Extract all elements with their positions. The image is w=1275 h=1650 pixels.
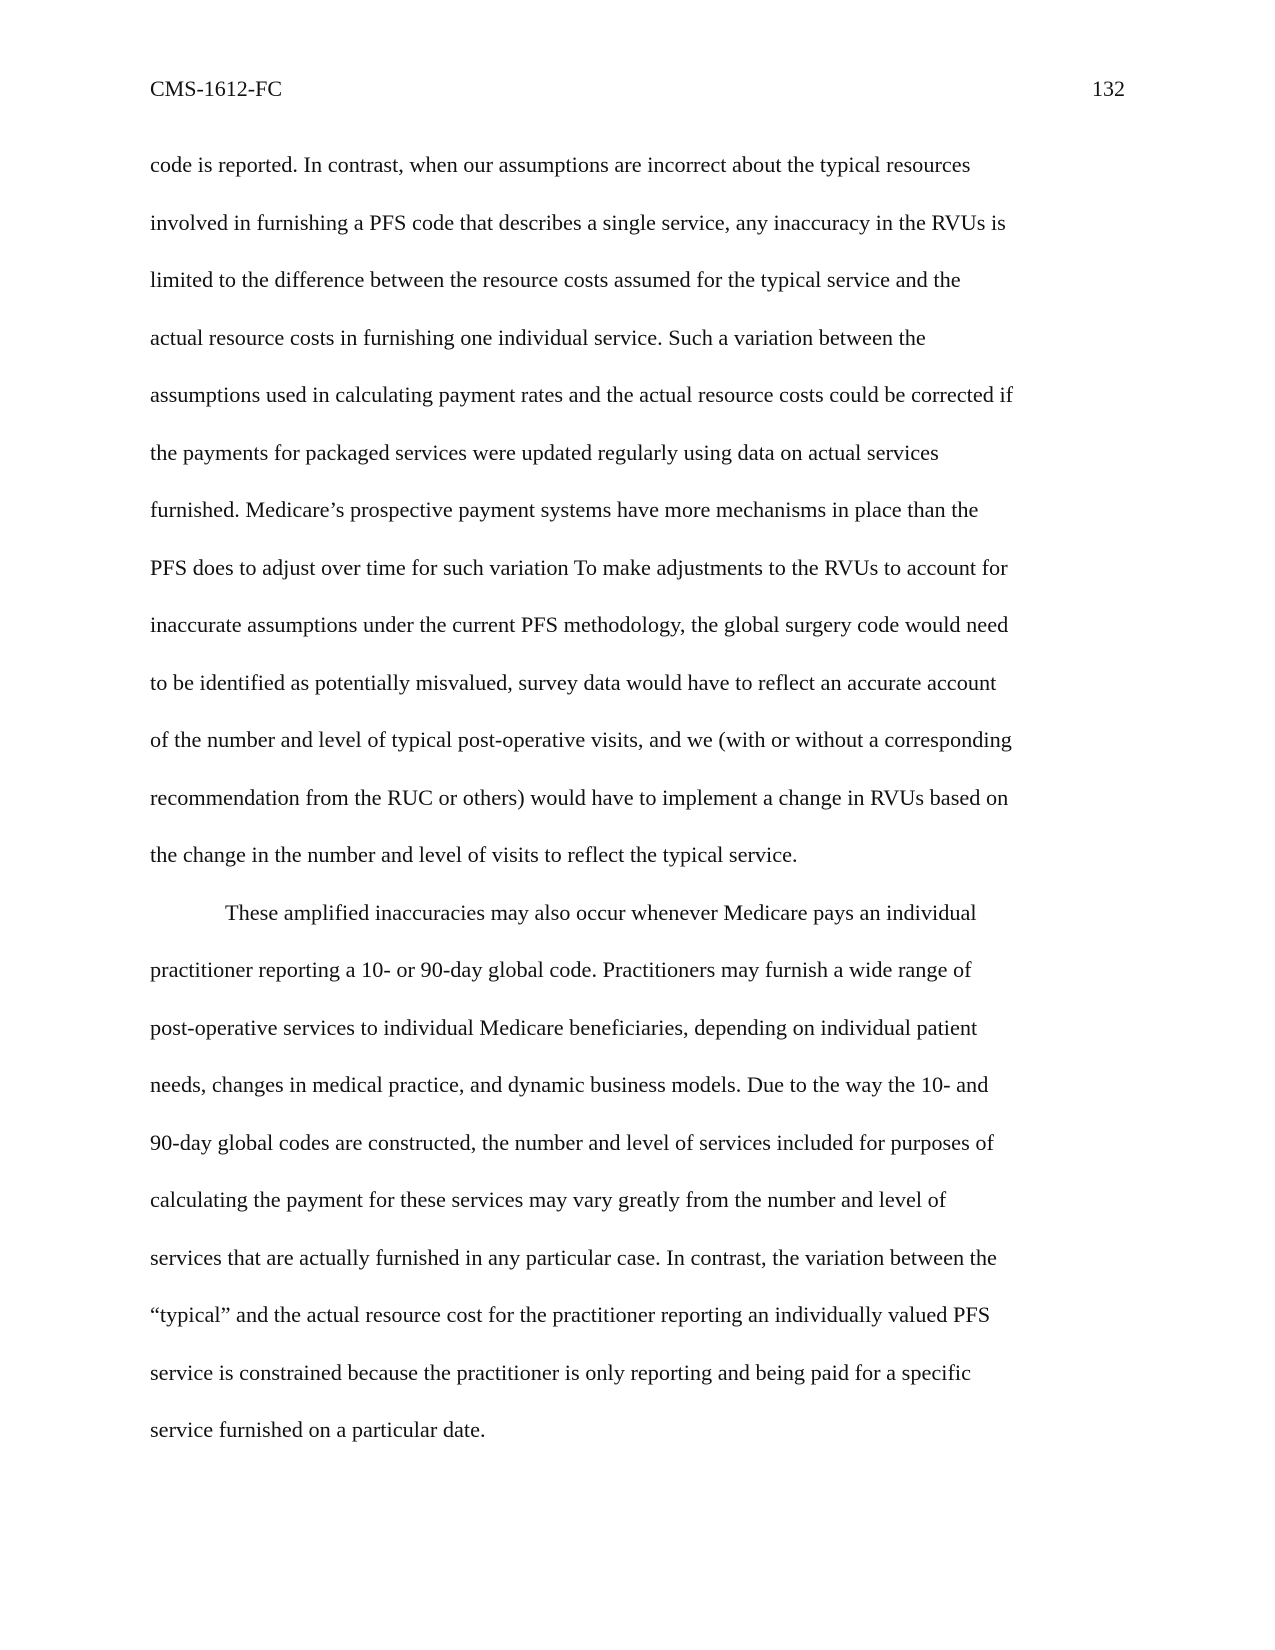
page-number: 132 (1092, 76, 1125, 101)
paragraph-line: 90-day global codes are constructed, the number and level of services included for purposes of (150, 1129, 994, 1155)
body-text (150, 148, 1130, 1471)
paragraph-2 (150, 896, 1130, 1471)
document-id: CMS-1612-FC (150, 76, 283, 101)
paragraph-line: code is reported. In contrast, when our assumptions are incorrect about the typical resources (150, 152, 971, 177)
paragraph-line: inaccurate assumptions under the current PFS methodology, the global surgery code would need (150, 612, 1009, 637)
paragraph-line: PFS does to adjust over time for such variation To make adjustments to the RVUs to account for (150, 554, 1008, 580)
paragraph-line: service is constrained because the practitioner is only reporting and being paid for a specific (150, 1359, 971, 1385)
paragraph-line: post-operative services to individual Medicare beneficiaries, depending on individual patient (150, 1014, 978, 1040)
paragraph-line: actual resource costs in furnishing one individual service. Such a variation between the (150, 324, 926, 350)
paragraph-line: to be identified as potentially misvalued, survey data would have to reflect an accurate account (150, 669, 997, 695)
paragraph-line: practitioner reporting a 10- or 90-day global code. Practitioners may furnish a wide range of (150, 957, 972, 982)
paragraph-line: furnished. Medicare’s prospective payment systems have more mechanisms in place than the (150, 497, 979, 522)
paragraph-line: the payments for packaged services were updated regularly using data on actual services (150, 439, 939, 465)
paragraph-line: These amplified inaccuracies may also occur whenever Medicare pays an individual (225, 899, 977, 925)
paragraph-line: service furnished on a particular date. (150, 1417, 486, 1442)
paragraph-line: needs, changes in medical practice, and dynamic business models. Due to the way the 10- and (150, 1072, 989, 1097)
paragraph-line: assumptions used in calculating payment rates and the actual resource costs could be corrected if (150, 382, 1014, 407)
paragraph-line: involved in furnishing a PFS code that describes a single service, any inaccuracy in the RVUs is (150, 209, 1006, 235)
paragraph-line: limited to the difference between the resource costs assumed for the typical service and the (150, 267, 961, 292)
paragraph-line: services that are actually furnished in any particular case. In contrast, the variation between the (150, 1244, 997, 1270)
paragraph-line: “typical” and the actual resource cost for the practitioner reporting an individually valued PFS (150, 1302, 991, 1327)
paragraph-line: the change in the number and level of visits to reflect the typical service. (150, 842, 798, 867)
paragraph-1 (150, 148, 1130, 896)
paragraph-line: recommendation from the RUC or others) would have to implement a change in RVUs based on (150, 784, 1009, 810)
paragraph-line: of the number and level of typical post-operative visits, and we (with or without a corresponding (150, 727, 1012, 752)
paragraph-line: calculating the payment for these services may vary greatly from the number and level of (150, 1187, 947, 1212)
